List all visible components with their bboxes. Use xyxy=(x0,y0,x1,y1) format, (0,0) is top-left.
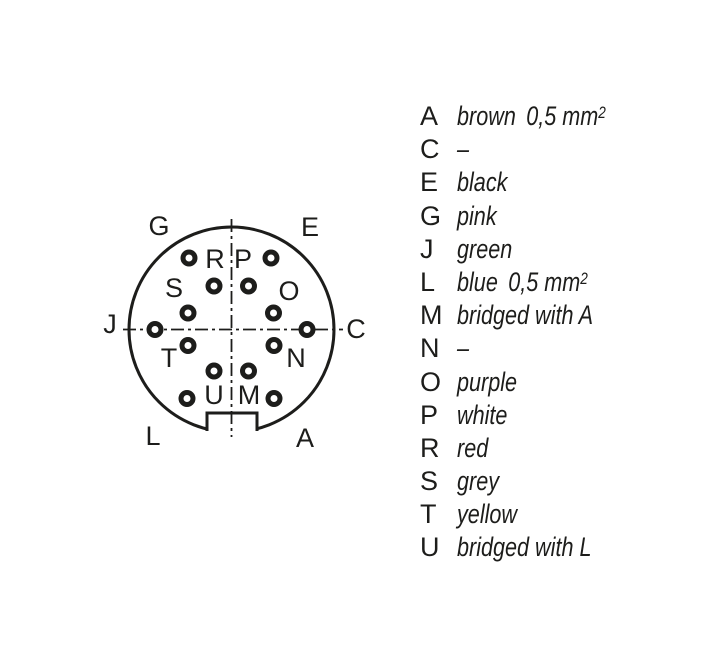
legend-pin-value xyxy=(457,494,527,531)
legend-pin-value xyxy=(457,395,518,432)
wire-color: bridged with A xyxy=(457,300,594,331)
wire-color: red xyxy=(457,432,489,463)
legend-pin-value xyxy=(457,527,602,564)
legend-pin-value xyxy=(457,262,588,299)
pin-label-o: O xyxy=(278,276,300,306)
wire-color: pink xyxy=(457,200,497,231)
pin-m xyxy=(243,365,255,377)
pin-label-g: G xyxy=(148,211,170,241)
legend-pin-letter: O xyxy=(420,366,442,397)
pin-a xyxy=(268,393,280,405)
pin-t xyxy=(182,340,194,352)
wire-color: blue xyxy=(457,266,498,297)
cross-section-value: 0,5 mm xyxy=(526,101,599,131)
cross-section-exponent: 2 xyxy=(580,268,588,288)
wire-cross-section xyxy=(526,101,606,131)
pin-e xyxy=(265,252,277,264)
pin-j xyxy=(149,324,161,336)
legend-pin-value xyxy=(457,461,509,498)
pin-label-e: E xyxy=(300,212,320,242)
legend-pin-letter: L xyxy=(420,266,436,297)
pin-label-n: N xyxy=(286,343,306,373)
wire-color: – xyxy=(457,333,470,364)
pin-label-a: A xyxy=(295,423,315,453)
wire-color-legend xyxy=(420,96,690,561)
legend-pin-value xyxy=(457,428,499,465)
cross-section-value: 0,5 mm xyxy=(508,266,581,297)
legend-row xyxy=(420,362,690,395)
legend-pin-value xyxy=(457,129,479,166)
legend-pin-letter: E xyxy=(420,167,439,198)
pin-s xyxy=(182,307,194,319)
wire-color: white xyxy=(457,399,508,430)
legend-row xyxy=(420,295,690,331)
wire-color: purple xyxy=(457,366,518,397)
wire-color: green xyxy=(457,233,513,264)
pin-label-p: P xyxy=(233,244,253,274)
legend-pin-letter: C xyxy=(420,134,440,165)
legend-pin-letter: A xyxy=(420,101,439,131)
pin-p xyxy=(243,280,255,292)
legend-pin-letter: T xyxy=(420,499,437,530)
legend-pin-value xyxy=(457,96,606,133)
legend-pin-value xyxy=(457,196,507,233)
legend-row xyxy=(420,461,690,497)
wire-color: yellow xyxy=(457,499,518,530)
legend-pin-letter: S xyxy=(420,466,439,497)
wire-color: black xyxy=(457,167,508,198)
pin-n xyxy=(268,340,280,352)
legend-pin-letter: M xyxy=(420,300,443,331)
legend-row xyxy=(420,527,690,563)
legend-row xyxy=(420,96,690,129)
pin-label-m: M xyxy=(237,380,261,410)
pin-l xyxy=(181,393,193,405)
legend-pin-value xyxy=(457,229,523,266)
legend-row xyxy=(420,262,690,295)
wire-color: bridged with L xyxy=(457,532,592,563)
pin-g xyxy=(183,252,195,264)
wire-color: – xyxy=(457,134,470,165)
legend-pin-value xyxy=(457,295,603,332)
pin-label-t: T xyxy=(160,343,178,373)
legend-row xyxy=(420,328,690,364)
legend-pin-letter: R xyxy=(420,432,440,463)
legend-pin-value xyxy=(457,328,479,365)
pin-label-j: J xyxy=(103,309,117,339)
legend-row xyxy=(420,494,690,530)
legend-row xyxy=(420,196,690,229)
legend-row xyxy=(420,129,690,165)
pin-label-c: C xyxy=(346,314,366,344)
pin-o xyxy=(268,307,280,319)
wire-color: grey xyxy=(457,466,500,497)
pin-label-u: U xyxy=(204,380,224,410)
pin-label-s: S xyxy=(164,273,184,303)
legend-row xyxy=(420,428,690,461)
pin-label-r: R xyxy=(205,244,225,274)
cross-section-exponent: 2 xyxy=(598,103,606,122)
legend-pin-value xyxy=(457,162,518,199)
pin-u xyxy=(208,365,220,377)
legend-pin-letter: N xyxy=(420,333,440,364)
wire-cross-section xyxy=(508,267,588,297)
legend-row xyxy=(420,162,690,198)
wire-color: brown xyxy=(457,101,516,131)
legend-pin-letter: G xyxy=(420,200,442,231)
legend-pin-letter: U xyxy=(420,532,440,563)
pin-c xyxy=(301,324,313,336)
legend-pin-letter: J xyxy=(420,233,434,264)
legend-pin-value xyxy=(457,362,527,399)
pin-r xyxy=(208,280,220,292)
legend-row xyxy=(420,229,690,262)
pin-label-l: L xyxy=(145,421,161,451)
legend-row xyxy=(420,395,690,428)
legend-pin-letter: P xyxy=(420,399,439,430)
